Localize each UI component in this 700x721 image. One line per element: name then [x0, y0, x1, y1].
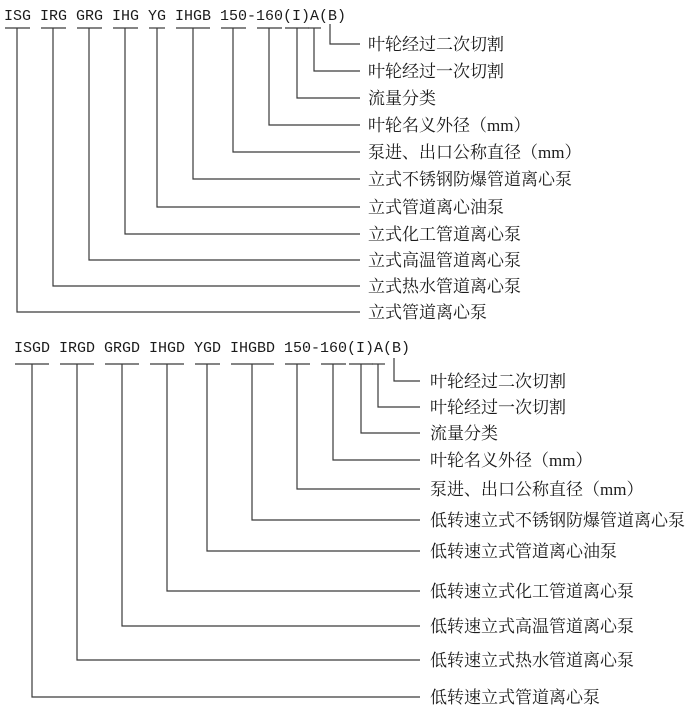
connector-line: [297, 364, 420, 489]
diagram-low-speed-series: [14, 340, 685, 707]
connector-line: [77, 364, 420, 660]
model-code-header: ISG IRG GRG IHG YG IHGB 150-160(I)A(B): [4, 8, 346, 25]
connector-line: [32, 364, 420, 697]
meaning-label: 叶轮经过一次切割: [430, 398, 566, 417]
connector-line: [89, 28, 360, 260]
connector-line: [378, 364, 420, 407]
connector-line: [333, 364, 420, 460]
meaning-label: 叶轮经过二次切割: [430, 372, 566, 391]
model-code-header: ISGD IRGD GRGD IHGD YGD IHGBD 150-160(I)A(B): [14, 340, 410, 357]
connector-line: [125, 28, 360, 234]
connector-line: [361, 364, 420, 433]
meaning-label: 叶轮名义外径（mm）: [368, 116, 531, 135]
meaning-label: 流量分类: [430, 424, 498, 443]
meaning-label: 叶轮名义外径（mm）: [430, 451, 593, 470]
meaning-label: 低转速立式高温管道离心泵: [430, 617, 634, 636]
meaning-label: 低转速立式热水管道离心泵: [430, 651, 634, 670]
connector-line: [252, 364, 420, 520]
meaning-label: 立式热水管道离心泵: [368, 277, 521, 296]
connector-line: [314, 28, 360, 71]
meaning-label: 低转速立式化工管道离心泵: [430, 582, 634, 601]
meaning-label: 立式化工管道离心泵: [368, 225, 521, 244]
connector-elbow-line: [394, 358, 420, 381]
connector-line: [207, 364, 420, 551]
connector-line: [193, 28, 360, 179]
meaning-label: 泵进、出口公称直径（mm）: [430, 480, 644, 499]
meaning-label: 立式高温管道离心泵: [368, 251, 521, 270]
connector-elbow-line: [330, 24, 360, 44]
meaning-label: 低转速立式管道离心油泵: [430, 542, 617, 561]
meaning-label: 低转速立式管道离心泵: [430, 688, 600, 707]
meaning-label: 立式管道离心油泵: [368, 198, 504, 217]
meaning-label: 泵进、出口公称直径（mm）: [368, 143, 582, 162]
connector-line: [157, 28, 360, 207]
meaning-label: 立式管道离心泵: [368, 303, 487, 322]
connector-line: [17, 28, 360, 312]
meaning-label: 叶轮经过二次切割: [368, 35, 504, 54]
meaning-label: 叶轮经过一次切割: [368, 62, 504, 81]
meaning-label: 流量分类: [368, 89, 436, 108]
connector-line: [297, 28, 360, 98]
meaning-label: 立式不锈钢防爆管道离心泵: [368, 170, 572, 189]
diagram-standard-speed-series: [4, 8, 581, 322]
connector-line: [167, 364, 420, 591]
meaning-label: 低转速立式不锈钢防爆管道离心泵: [430, 511, 685, 530]
